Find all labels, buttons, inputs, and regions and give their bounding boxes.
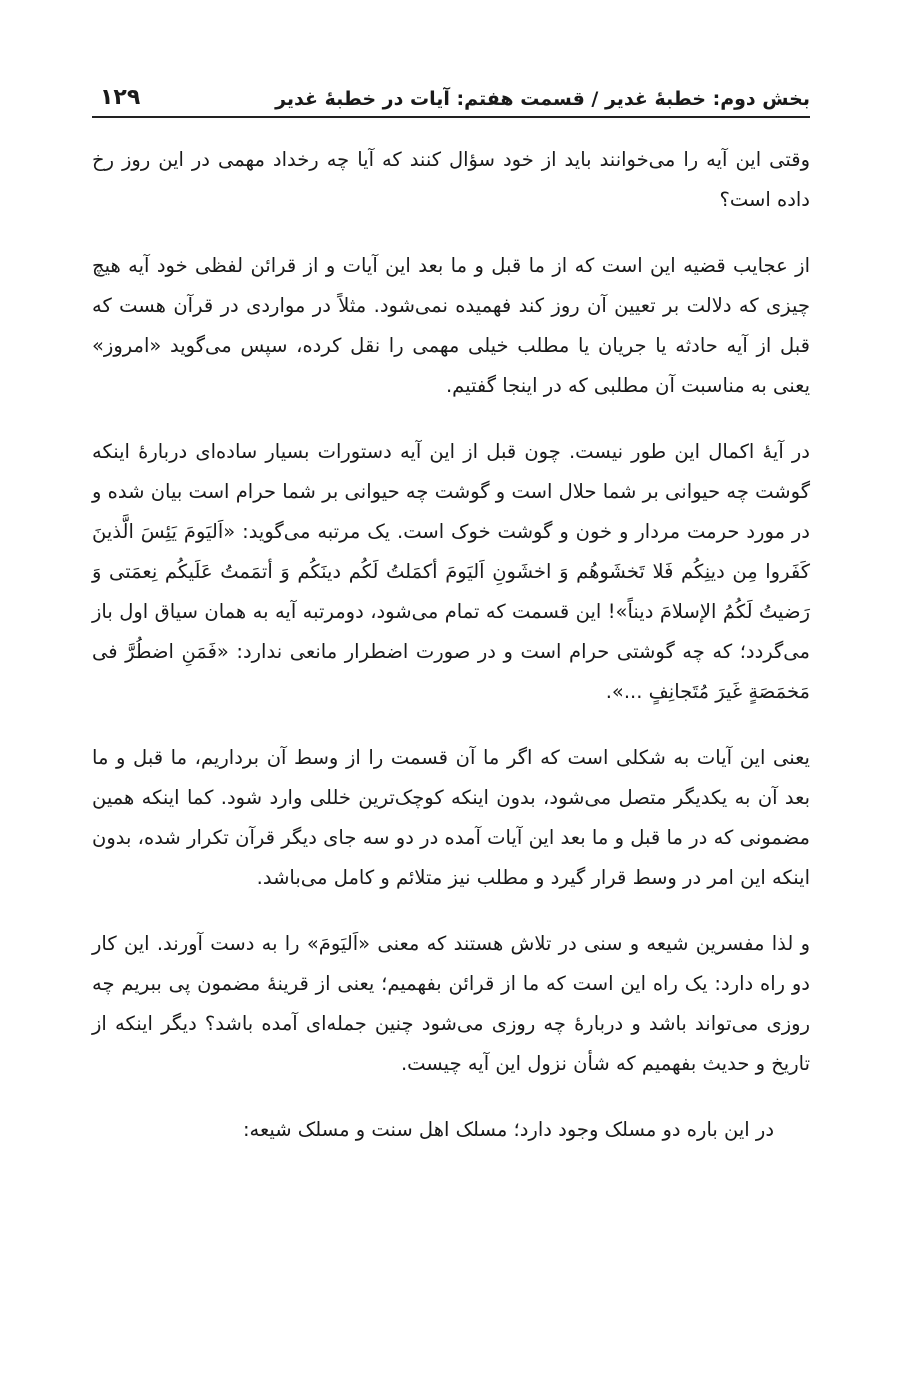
paragraph-5: و لذا مفسرین شیعه و سنی در تلاش هستند که معنی «اَلیَومَ» را به دست آورند. این کار دو راه دارد: یک راه این است که ما از قرائن بفهمیم؛ یعنی از قرینهٔ مضمون پی ببریم چه روزی می‌تواند باشد و دربارهٔ چه روزی می‌شود چنین جمله‌ای آمده باشد؟ دیگر اینکه از تاریخ و حدیث بفهمیم که شأن نزول این آیه چیست. [92, 932, 810, 1075]
paragraph-2: از عجایب قضیه این است که از ما قبل و ما بعد این آیات و از قرائن لفظی خود آیه هیچ چیزی که دلالت بر تعیین آن روز کند فهمیده نمی‌شود. مثلاً در مواردی در قرآن هست که قبل از آیه حادثه یا جریان یا مطلب خیلی مهمی را نقل کرده، سپس می‌گوید «امروز» یعنی به مناسبت آن مطلبی که در اینجا گفتیم. [92, 254, 810, 397]
paragraph-6: در این باره دو مسلک وجود دارد؛ مسلک اهل سنت و مسلک شیعه: [242, 1118, 774, 1141]
page-number: ۱۲۹ [100, 85, 141, 110]
body-text [92, 140, 810, 1176]
running-header [92, 70, 810, 118]
book-page [92, 0, 810, 1390]
running-title: بخش دوم: خطبهٔ غدیر / قسمت هفتم: آیات در خطبهٔ غدیر [275, 88, 810, 110]
paragraph-1: وقتی این آیه را می‌خوانند باید از خود سؤال کنند که آیا چه رخداد مهمی در این روز رخ داده است؟ [92, 148, 810, 211]
paragraph-3: در آیهٔ اکمال این طور نیست. چون قبل از این آیه دستورات بسیار ساده‌ای دربارهٔ اینکه گوشت چه حیوانی بر شما حلال است و گوشت چه حیوانی بر شما حرام است بیان شده و در مورد حرمت مردار و خون و گوشت خوک است. یک مرتبه می‌گوید: «اَلیَومَ یَئِسَ الَّذینَ کَفَروا مِن دینِکُم فَلا تَخشَوهُم وَ اخشَونِ اَلیَومَ أکمَلتُ لَکُم دینَکُم وَ أتمَمتُ عَلَیکُم نِعمَتی وَ رَضیتُ لَکُمُ الإسلامَ دیناً»! این قسمت که تمام می‌شود، دومرتبه آیه به همان سیاق اول باز می‌گردد؛ که چه گوشتی حرام است و در صورت اضطرار مانعی ندارد: «فَمَنِ اضطُرَّ فی مَخمَصَةٍ غَیرَ مُتَجانِفٍ ...». [92, 440, 810, 703]
paragraph-4: یعنی این آیات به شکلی است که اگر ما آن قسمت را از وسط آن برداریم، ما قبل و ما بعد آن به یکدیگر متصل می‌شود، بدون اینکه کوچک‌ترین خللی وارد شود. کما اینکه همین مضمونی که در ما قبل و ما بعد این آیات آمده در دو سه جای دیگر قرآن تکرار شده، بدون اینکه این امر در وسط قرار گیرد و مطلب نیز متلائم و کامل می‌باشد. [92, 746, 810, 889]
